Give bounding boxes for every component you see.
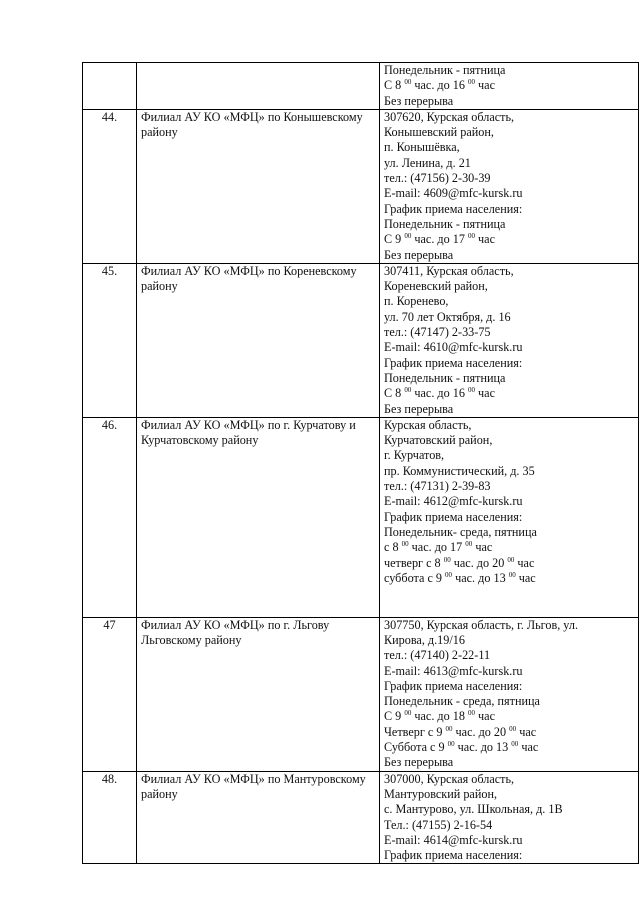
- contact-line: [384, 171, 634, 186]
- minutes-superscript: 00: [468, 386, 475, 395]
- minutes-superscript: 00: [401, 540, 409, 549]
- minutes-superscript: 00: [468, 232, 475, 241]
- contact-line: [384, 556, 634, 571]
- contact-text: Тел.: (47155) 2-16-54: [384, 817, 493, 832]
- minutes-superscript: 00: [468, 78, 475, 87]
- contact-text: Без перерыва: [384, 755, 454, 770]
- contact-text: час. до 16: [411, 386, 468, 401]
- contact-text: 307411, Курская область,: [384, 263, 514, 278]
- branch-name: Филиал АУ КО «МФЦ» по г. Курчатову и Курчатовскому району: [137, 417, 380, 617]
- contact-line: [384, 264, 634, 279]
- contact-line: [384, 709, 634, 724]
- contact-text: час: [515, 570, 536, 585]
- contact-text: 307000, Курская область,: [384, 771, 515, 786]
- contact-text: с. Мантурово, ул. Школьная, д. 1В: [384, 802, 563, 817]
- contact-text: суббота с 9: [384, 570, 446, 585]
- contact-line: [384, 386, 634, 401]
- contact-line: [384, 325, 634, 340]
- row-number: 47: [83, 617, 137, 771]
- contact-line: [384, 356, 634, 371]
- contact-text: Курская область,: [384, 417, 472, 432]
- contact-text: четверг с 8: [384, 555, 444, 570]
- contact-line: [384, 202, 634, 217]
- contact-text: Понедельник - пятница: [384, 63, 506, 77]
- branches-table-body: [83, 63, 639, 864]
- contact-line: [384, 371, 634, 386]
- contact-line: [384, 755, 634, 770]
- branch-name: [137, 63, 380, 110]
- branch-contacts: [380, 617, 639, 771]
- branch-name: Филиал АУ КО «МФЦ» по Кореневскому району: [137, 263, 380, 417]
- contact-text: час: [516, 724, 537, 739]
- contact-text: Понедельник- среда, пятница: [384, 524, 537, 539]
- contact-line: [384, 848, 634, 863]
- minutes-superscript: 00: [443, 555, 451, 564]
- branch-contacts: [380, 417, 639, 617]
- contact-line: [384, 248, 634, 263]
- contact-line: [384, 310, 634, 325]
- contact-text: час: [475, 386, 495, 401]
- contact-line: [384, 586, 634, 601]
- contact-text: С 8: [384, 386, 405, 401]
- contact-text: Курчатовский район,: [384, 433, 493, 448]
- row-number: 46.: [83, 417, 137, 617]
- contact-text: E-mail: 4610@mfc-kursk.ru: [384, 340, 523, 355]
- branch-contacts: [380, 263, 639, 417]
- contact-text: тел.: (47156) 2-30-39: [384, 171, 491, 186]
- contact-line: [384, 94, 634, 109]
- branch-name: Филиал АУ КО «МФЦ» по Конышевскому району: [137, 109, 380, 263]
- row-number: [83, 63, 137, 110]
- contact-text: час. до 16: [411, 78, 468, 93]
- contact-line: [384, 740, 634, 755]
- minutes-superscript: 00: [511, 740, 519, 749]
- contact-line: [384, 110, 634, 125]
- contact-text: Кореневский район,: [384, 279, 488, 294]
- table-row: [83, 63, 639, 110]
- minutes-superscript: 00: [447, 740, 455, 749]
- contact-line: [384, 787, 634, 802]
- contact-text: График приема населения:: [384, 678, 523, 693]
- contact-text: час. до 13: [454, 740, 512, 755]
- contact-line: [384, 601, 634, 616]
- branches-table: [82, 62, 639, 864]
- contact-text: С 9: [384, 709, 405, 724]
- minutes-superscript: 00: [404, 386, 412, 395]
- contact-text: час. до 17: [411, 232, 468, 247]
- contact-text: час: [518, 740, 539, 755]
- contact-line: [384, 818, 634, 833]
- contact-line: [384, 448, 634, 463]
- contact-text: час. до 20: [452, 724, 510, 739]
- minutes-superscript: 00: [465, 540, 473, 549]
- contact-line: [384, 294, 634, 309]
- contact-text: График приема населения:: [384, 355, 523, 370]
- contact-line: [384, 725, 634, 740]
- minutes-superscript: 00: [445, 570, 453, 579]
- row-number: 44.: [83, 109, 137, 263]
- contact-text: ул. 70 лет Октября, д. 16: [384, 309, 511, 324]
- contact-line: [384, 186, 634, 201]
- minutes-superscript: 00: [468, 709, 475, 718]
- branch-name: Филиал АУ КО «МФЦ» по г. Льгову Льговскому району: [137, 617, 380, 771]
- contact-text: Без перерыва: [384, 93, 454, 108]
- contact-text: п. Конышёвка,: [384, 140, 460, 155]
- contact-text: 307620, Курская область,: [384, 109, 515, 124]
- contact-line: [384, 571, 634, 586]
- minutes-superscript: 00: [508, 570, 516, 579]
- row-number: 45.: [83, 263, 137, 417]
- contact-text: тел.: (47131) 2-39-83: [384, 479, 491, 494]
- contact-text: E-mail: 4609@mfc-kursk.ru: [384, 186, 523, 201]
- contact-line: [384, 125, 634, 140]
- contact-text: час: [475, 78, 495, 93]
- table-row: [83, 263, 639, 417]
- contact-line: [384, 464, 634, 479]
- contact-text: Понедельник - пятница: [384, 216, 506, 231]
- contact-line: [384, 140, 634, 155]
- row-number: 48.: [83, 771, 137, 864]
- contact-line: [384, 802, 634, 817]
- contact-text: час. до 13: [452, 570, 509, 585]
- minutes-superscript: 00: [507, 555, 515, 564]
- contact-text: тел.: (47140) 2-22-11: [384, 648, 491, 663]
- contact-text: час: [514, 555, 535, 570]
- contact-text: час. до 18: [411, 709, 468, 724]
- contact-text: час. до 17: [408, 540, 466, 555]
- contact-text: Кирова, д.19/16: [384, 632, 465, 647]
- contact-text: Конышевский район,: [384, 125, 494, 140]
- contact-text: E-mail: 4614@mfc-kursk.ru: [384, 832, 523, 847]
- contact-text: час. до 20: [450, 555, 508, 570]
- contact-text: С 8: [384, 78, 405, 93]
- table-row: [83, 109, 639, 263]
- contact-text: тел.: (47147) 2-33-75: [384, 325, 491, 340]
- contact-line: [384, 279, 634, 294]
- minutes-superscript: 00: [404, 78, 412, 87]
- contact-line: [384, 833, 634, 848]
- table-row: [83, 617, 639, 771]
- contact-line: [384, 679, 634, 694]
- contact-line: [384, 694, 634, 709]
- minutes-superscript: 00: [445, 724, 453, 733]
- minutes-superscript: 00: [509, 724, 517, 733]
- contact-text: Мантуровский район,: [384, 786, 498, 801]
- contact-line: [384, 664, 634, 679]
- contact-line: [384, 340, 634, 355]
- contact-text: E-mail: 4613@mfc-kursk.ru: [384, 663, 523, 678]
- contact-line: [384, 232, 634, 247]
- contact-text: п. Коренево,: [384, 294, 449, 309]
- contact-text: Понедельник - среда, пятница: [384, 694, 540, 709]
- contact-line: [384, 217, 634, 232]
- contact-text: ул. Ленина, д. 21: [384, 155, 471, 170]
- contact-text: пр. Коммунистический, д. 35: [384, 463, 535, 478]
- contact-line: [384, 633, 634, 648]
- contact-text: График приема населения:: [384, 848, 523, 863]
- contact-line: [384, 648, 634, 663]
- table-row: [83, 417, 639, 617]
- contact-line: [384, 510, 634, 525]
- contact-line: [384, 156, 634, 171]
- contact-text: г. Курчатов,: [384, 448, 445, 463]
- contact-text: Без перерыва: [384, 247, 454, 262]
- branch-contacts: [380, 63, 639, 110]
- branch-contacts: [380, 771, 639, 864]
- contact-text: E-mail: 4612@mfc-kursk.ru: [384, 494, 523, 509]
- branch-contacts: [380, 109, 639, 263]
- minutes-superscript: 00: [404, 709, 412, 718]
- minutes-superscript: 00: [404, 232, 412, 241]
- branch-name: Филиал АУ КО «МФЦ» по Мантуровскому району: [137, 771, 380, 864]
- contact-text: Четверг с 9: [384, 724, 446, 739]
- contact-line: [384, 618, 634, 633]
- contact-line: [384, 540, 634, 555]
- contact-line: [384, 63, 634, 78]
- contact-text: час: [475, 232, 495, 247]
- contact-line: [384, 494, 634, 509]
- contact-line: [384, 78, 634, 93]
- contact-text: 307750, Курская область, г. Льгов, ул.: [384, 617, 578, 632]
- contact-text: График приема населения:: [384, 509, 523, 524]
- contact-line: [384, 433, 634, 448]
- contact-text: Без перерыва: [384, 401, 454, 416]
- contact-line: [384, 772, 634, 787]
- contact-text: График приема населения:: [384, 201, 523, 216]
- contact-text: С 9: [384, 232, 405, 247]
- contact-text: Понедельник - пятница: [384, 370, 506, 385]
- table-row: [83, 771, 639, 864]
- contact-line: [384, 418, 634, 433]
- contact-text: с 8: [384, 540, 402, 555]
- contact-text: час: [475, 709, 495, 724]
- contact-line: [384, 402, 634, 417]
- contact-text: час: [472, 540, 493, 555]
- contact-line: [384, 479, 634, 494]
- contact-line: [384, 525, 634, 540]
- contact-text: Суббота с 9: [384, 740, 448, 755]
